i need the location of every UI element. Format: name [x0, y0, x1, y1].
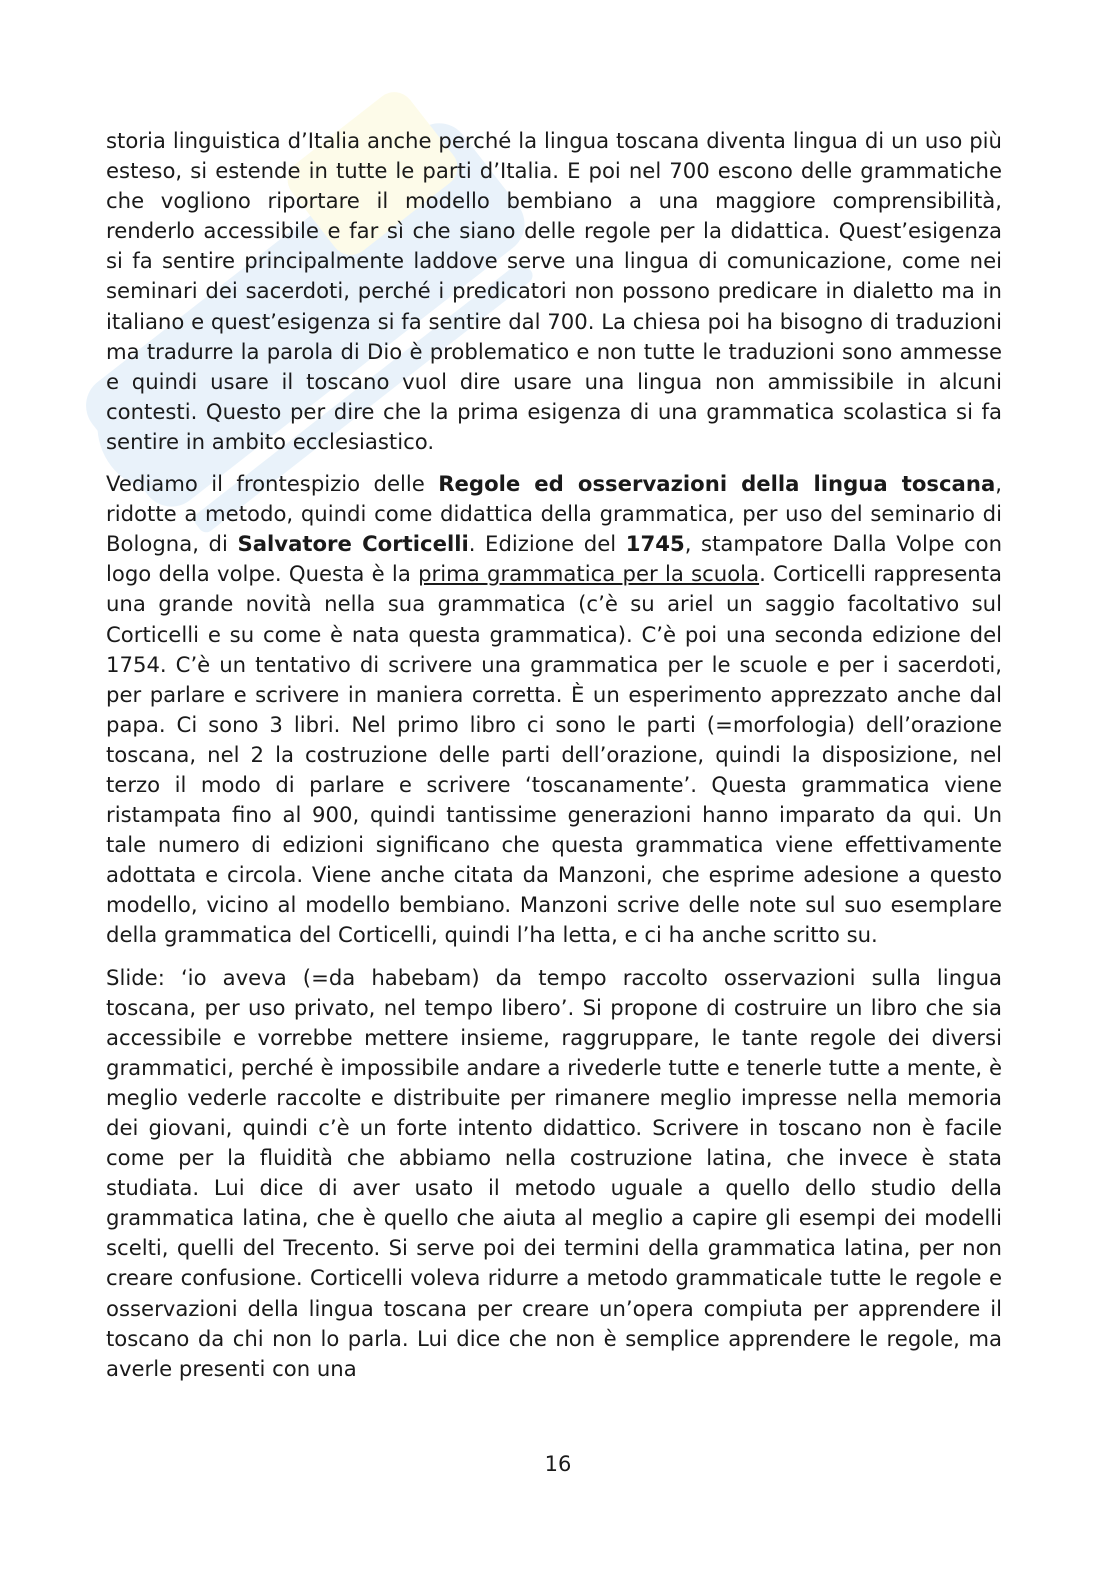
- text-run: , ridotte a metodo, quindi come didattica della grammatica, per uso del seminario di Bologna, di: [106, 471, 1002, 557]
- text-run: , stampatore Dalla Volpe con logo della volpe. Questa è la: [106, 531, 1003, 587]
- bold-book-title: Regole ed osservazioni della lingua toscana: [438, 471, 996, 497]
- body-text: [106, 126, 1002, 1396]
- page-number: 16: [544, 1452, 572, 1476]
- paragraph-2: [106, 469, 1002, 951]
- text-run: . Corticelli rappresenta una grande novità nella sua grammatica (c’è su ariel un saggio facoltativo sul Corticelli e su come è nata questa grammatica). C’è poi una seconda edizione del 1754. C’è un tentativo di scrivere una grammatica per le scuole e per i sacerdoti, per parlare e scrivere in maniera corretta. È un esperimento apprezzato anche dal papa. Ci sono 3 libri. Nel primo libro ci sono le parti (=morfologia) dell’orazione toscana, nel 2 la costruzione delle parti dell’orazione, quindi la disposizione, nel terzo il modo di parlare e scrivere ‘toscanamente’. Questa grammatica viene ristampata fino al 900, quindi tantissime generazioni hanno imparato da qui. Un tale numero di edizioni significano che questa grammatica viene effettivamente adottata e circola. Viene anche citata da Manzoni, che esprime adesione a questo modello, vicino al modello bembiano. Manzoni scrive delle note sul suo esemplare della grammatica del Corticelli, quindi l’ha letta, e ci ha anche scritto su.: [106, 561, 1002, 948]
- underlined-phrase: prima grammatica per la scuola: [418, 561, 760, 587]
- text-run: . Edizione del: [468, 531, 626, 557]
- paragraph-3-text: Slide: ‘io aveva (=da habebam) da tempo raccolto osservazioni sulla lingua toscana, per uso privato, nel tempo libero’. Si propone di costruire un libro che sia accessibile e vorrebbe mettere insieme, raggruppare, le tante regole dei diversi grammatici, perché è impossibile andare a rivederle tutte e tenerle tutte a mente, è meglio vederle raccolte e distribuite per rimanere meglio impresse nella memoria dei giovani, quindi c’è un forte intento didattico. Scrivere in toscano non è facile come per la fluidità che abbiamo nella costruzione latina, che invece è stata studiata. Lui dice di aver usato il metodo uguale a quello dello studio della grammatica latina, che è quello che aiuta al meglio a capire gli esempi dei modelli scelti, quelli del Trecento. Si serve poi dei termini della grammatica latina, per non creare confusione. Corticelli voleva ridurre a metodo grammaticale tutte le regole e osservazioni della lingua toscana per creare un’opera compiuta per apprendere il toscano da chi non lo parla. Lui dice che non è semplice apprendere le regole, ma averle presenti con una: [106, 964, 1002, 1381]
- bold-author-name: Salvatore Corticelli: [237, 531, 469, 557]
- bold-edition-year: 1745: [625, 531, 685, 557]
- text-run: Vediamo il frontespizio delle: [106, 471, 439, 497]
- paragraph-1-text: storia linguistica d’Italia anche perché la lingua toscana diventa lingua di un uso più esteso, si estende in tutte le parti d’Italia. E poi nel 700 escono delle grammatiche che vogliono riportare il modello bembiano a una maggiore comprensibilità, renderlo accessibile e far sì che siano delle regole per la didattica. Quest’esigenza si fa sentire principalmente laddove serve una lingua di comunicazione, come nei seminari dei sacerdoti, perché i predicatori non possono predicare in dialetto ma in italiano e quest’esigenza si fa sentire dal 700. La chiesa poi ha bisogno di traduzioni ma tradurre la parola di Dio è problematico e non tutte le traduzioni sono ammesse e quindi usare il toscano vuol dire usare una lingua non ammissibile in alcuni contesti. Questo per dire che la prima esigenza di una grammatica scolastica si fa sentire in ambito ecclesiastico.: [106, 128, 1002, 454]
- paragraph-3: [106, 963, 1002, 1384]
- paragraph-1: [106, 126, 1002, 457]
